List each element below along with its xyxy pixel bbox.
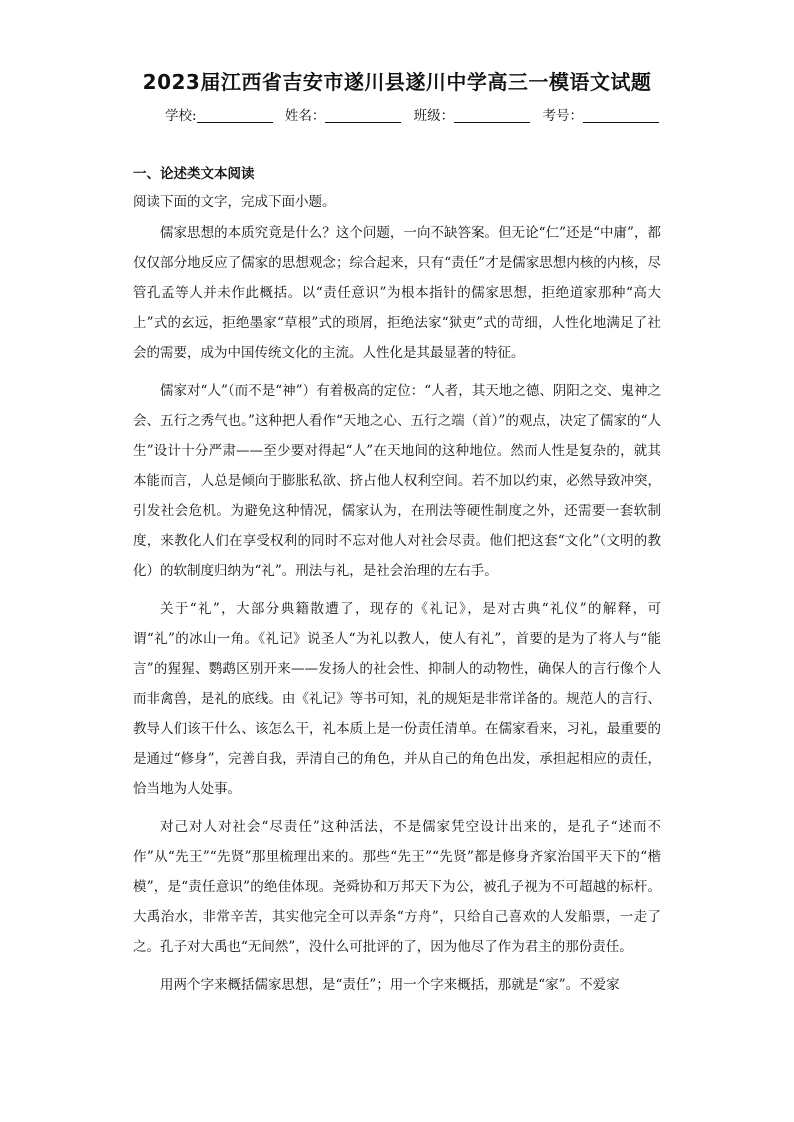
- exam-number-blank: [583, 108, 659, 123]
- reading-instruction: 阅读下面的文字，完成下面小题。: [133, 194, 336, 210]
- passage-paragraph: 关于“礼”，大部分典籍散遭了，现存的《礼记》，是对古典“礼仪”的解释，可谓“礼”的冰山一角。《礼记》说圣人“为礼以教人，使人有礼”，首要的是为了将人与“能言”的猩猩、鹦鹉区别开来——发扬人的社会性、抑制人的动物性，确保人的言行像个人而非禽兽，是礼的底线。由《礼记》等书可知，礼的规矩是非常详备的。规范人的言行、教导人们该干什么、该怎么干，礼本质上是一份责任清单。在儒家看来，习礼，最重要的是通过“修身”，完善自我，弄清自己的角色，并从自己的角色出发，承担起相应的责任，恰当地为人处事。: [133, 601, 661, 797]
- name-field: [285, 104, 402, 124]
- class-blank: [454, 108, 530, 123]
- exam-number-label: 考号：: [542, 108, 583, 124]
- passage-paragraph: 对己对人对社会“尽责任”这种活法，不是儒家凭空设计出来的，是孔子“述而不作”从“先王”“先贤”那里梳理出来的。那些“先王”“先贤”都是修身齐家治国平天下的“楷模”，是“责任意识”的绝佳体现。尧舜协和万邦天下为公，被孔子视为不可超越的标杆。大禹治水，非常辛苦，其实他完全可以弄条“方舟”，只给自己喜欢的人发船票，一走了之。孔子对大禹也“无间然”，没什么可批评的了，因为他尽了作为君主的那份责任。: [133, 819, 661, 955]
- name-blank: [325, 108, 401, 123]
- student-info-line: [165, 104, 667, 124]
- passage-paragraph: 用两个字来概括儒家思想，是“责任”；用一个字来概括，那就是“家”。不爱家: [160, 977, 620, 993]
- passage-paragraph: 儒家思想的本质究竟是什么？这个问题，一向不缺答案。但无论“仁”还是“中庸”，都仅仅部分地反应了儒家的思想观念；综合起来，只有“责任”才是儒家思想内核的内核，尽管孔孟等人并未作此概括。以“责任意识”为根本指针的儒家思想，拒绝道家那种“高大上”式的玄远，拒绝墨家“草根”式的琐屑，拒绝法家“狱吏”式的苛细，人性化地满足了社会的需要，成为中国传统文化的主流。人性化是其最显著的特征。: [133, 225, 661, 361]
- passage-body: [133, 218, 661, 1008]
- class-field: [414, 104, 531, 124]
- school-field: [165, 104, 273, 124]
- section-heading: 一、论述类文本阅读: [133, 166, 255, 182]
- school-blank: [197, 108, 273, 123]
- name-label: 姓名：: [284, 108, 326, 124]
- exam-title: 2023届江西省吉安市遂川县遂川中学高三一模语文试题: [142, 70, 652, 94]
- passage-paragraph: 儒家对“人”（而不是“神”）有着极高的定位：“人者，其天地之德、阴阳之交、鬼神之会、五行之秀气也。”这种把人看作“天地之心、五行之端（首）”的观点，决定了儒家的“人生”设计十分严肃——至少要对得起“人”在天地间的这种地位。然而人性是复杂的，就其本能而言，人总是倾向于膨胀私欲、挤占他人权利空间。若不加以约束，必然导致冲突，引发社会危机。为避免这种情况，儒家认为，在刑法等硬性制度之外，还需要一套软制度，来教化人们在享受权利的同时不忘对他人对社会尽责。他们把这套“文化”（文明的教化）的软制度归纳为“礼”。刑法与礼，是社会治理的左右手。: [133, 383, 661, 579]
- school-label: 学校:: [165, 108, 197, 124]
- exam-number-field: [542, 104, 659, 124]
- class-label: 班级：: [413, 108, 455, 124]
